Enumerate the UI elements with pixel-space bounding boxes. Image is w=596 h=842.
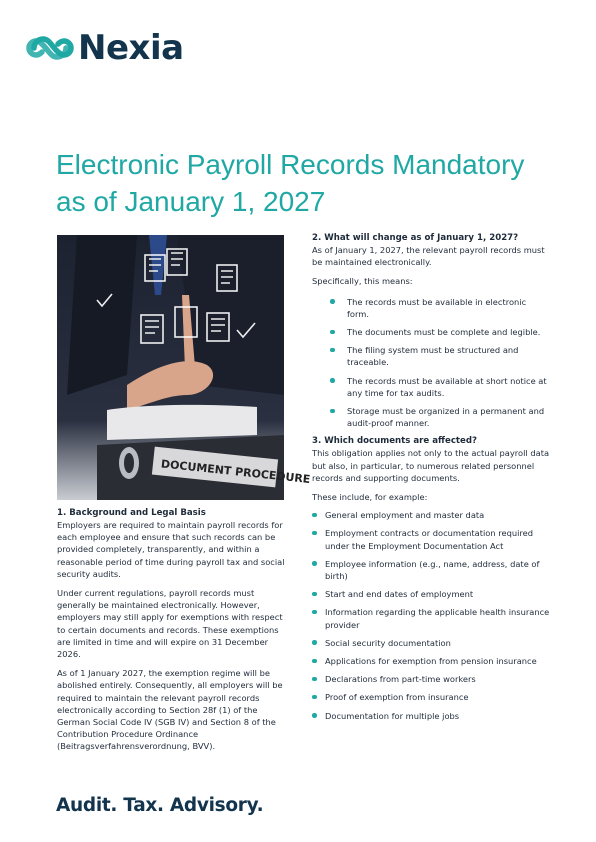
nexia-logo — [28, 28, 184, 68]
paragraph: Under current regulations, payroll records must generally be maintained electronically. However, employers may still apply for exemptions with respect to certain documents and records. These exemptions are limited in time and will expire on 31 December 2026. — [57, 588, 283, 660]
binder-label: DOCUMENT PROCEDURE — [160, 457, 311, 486]
list-item: Declarations from part-time workers — [312, 673, 550, 685]
right-column — [312, 232, 550, 728]
paragraph: As of January 1, 2027, the relevant payroll records must be maintained electronically. — [312, 245, 545, 268]
logo-wordmark: Nexia — [78, 28, 184, 68]
list-lead: These include, for example: — [312, 492, 428, 503]
documents-list — [312, 509, 550, 722]
section-heading: 1. Background and Legal Basis — [57, 508, 206, 518]
list-item: Storage must be organized in a permanent and audit-proof manner. — [312, 405, 550, 429]
list-item: The documents must be complete and legible. — [312, 326, 550, 338]
paragraph: Employers are required to maintain payroll records for each employee and ensure that such records can be provided completely, transparently, and within a reasonable period of time during payroll tax and social security audits. — [57, 520, 285, 579]
list-item: Information regarding the applicable health insurance provider — [312, 606, 550, 630]
list-item: Proof of exemption from insurance — [312, 691, 550, 703]
change-list — [312, 296, 550, 430]
section-heading: 2. What will change as of January 1, 2027? — [312, 233, 519, 243]
page-title: Electronic Payroll Records Mandatory as of January 1, 2027 — [56, 149, 525, 217]
list-item: Applications for exemption from pension insurance — [312, 655, 550, 667]
section-background — [57, 507, 289, 760]
paragraph: This obligation applies not only to the actual payroll data but also, in particular, to numerous related personnel records and supporting documents. — [312, 448, 550, 483]
section-heading: 3. Which documents are affected? — [312, 436, 477, 447]
list-item: Social security documentation — [312, 637, 550, 649]
list-item: The records must be available in electronic form. — [312, 296, 550, 320]
footer-tagline: Audit. Tax. Advisory. — [56, 795, 264, 816]
nexia-loop-icon — [28, 30, 72, 66]
list-item: General employment and master data — [312, 509, 550, 521]
list-lead: Specifically, this means: — [312, 276, 413, 287]
list-item: Employment contracts or documentation required under the Employment Documentation Act — [312, 527, 550, 551]
list-item: Employee information (e.g., name, address, date of birth) — [312, 558, 550, 582]
list-item: The records must be available at short notice at any time for tax audits. — [312, 375, 550, 399]
paragraph: As of 1 January 2027, the exemption regime will be abolished entirely. Consequently, all employers will be required to maintain the relevant payroll records electronically according to Section 28f (1) of the German Social Code IV (SGB IV) and Section 8 of the Contribution Procedure Ordinance (Beitragsverfahrensverordnung, BVV). — [57, 668, 283, 752]
hero-image — [57, 235, 311, 500]
list-item: Documentation for multiple jobs — [312, 710, 550, 722]
list-item: Start and end dates of employment — [312, 588, 550, 600]
list-item: The filing system must be structured and traceable. — [312, 344, 550, 368]
